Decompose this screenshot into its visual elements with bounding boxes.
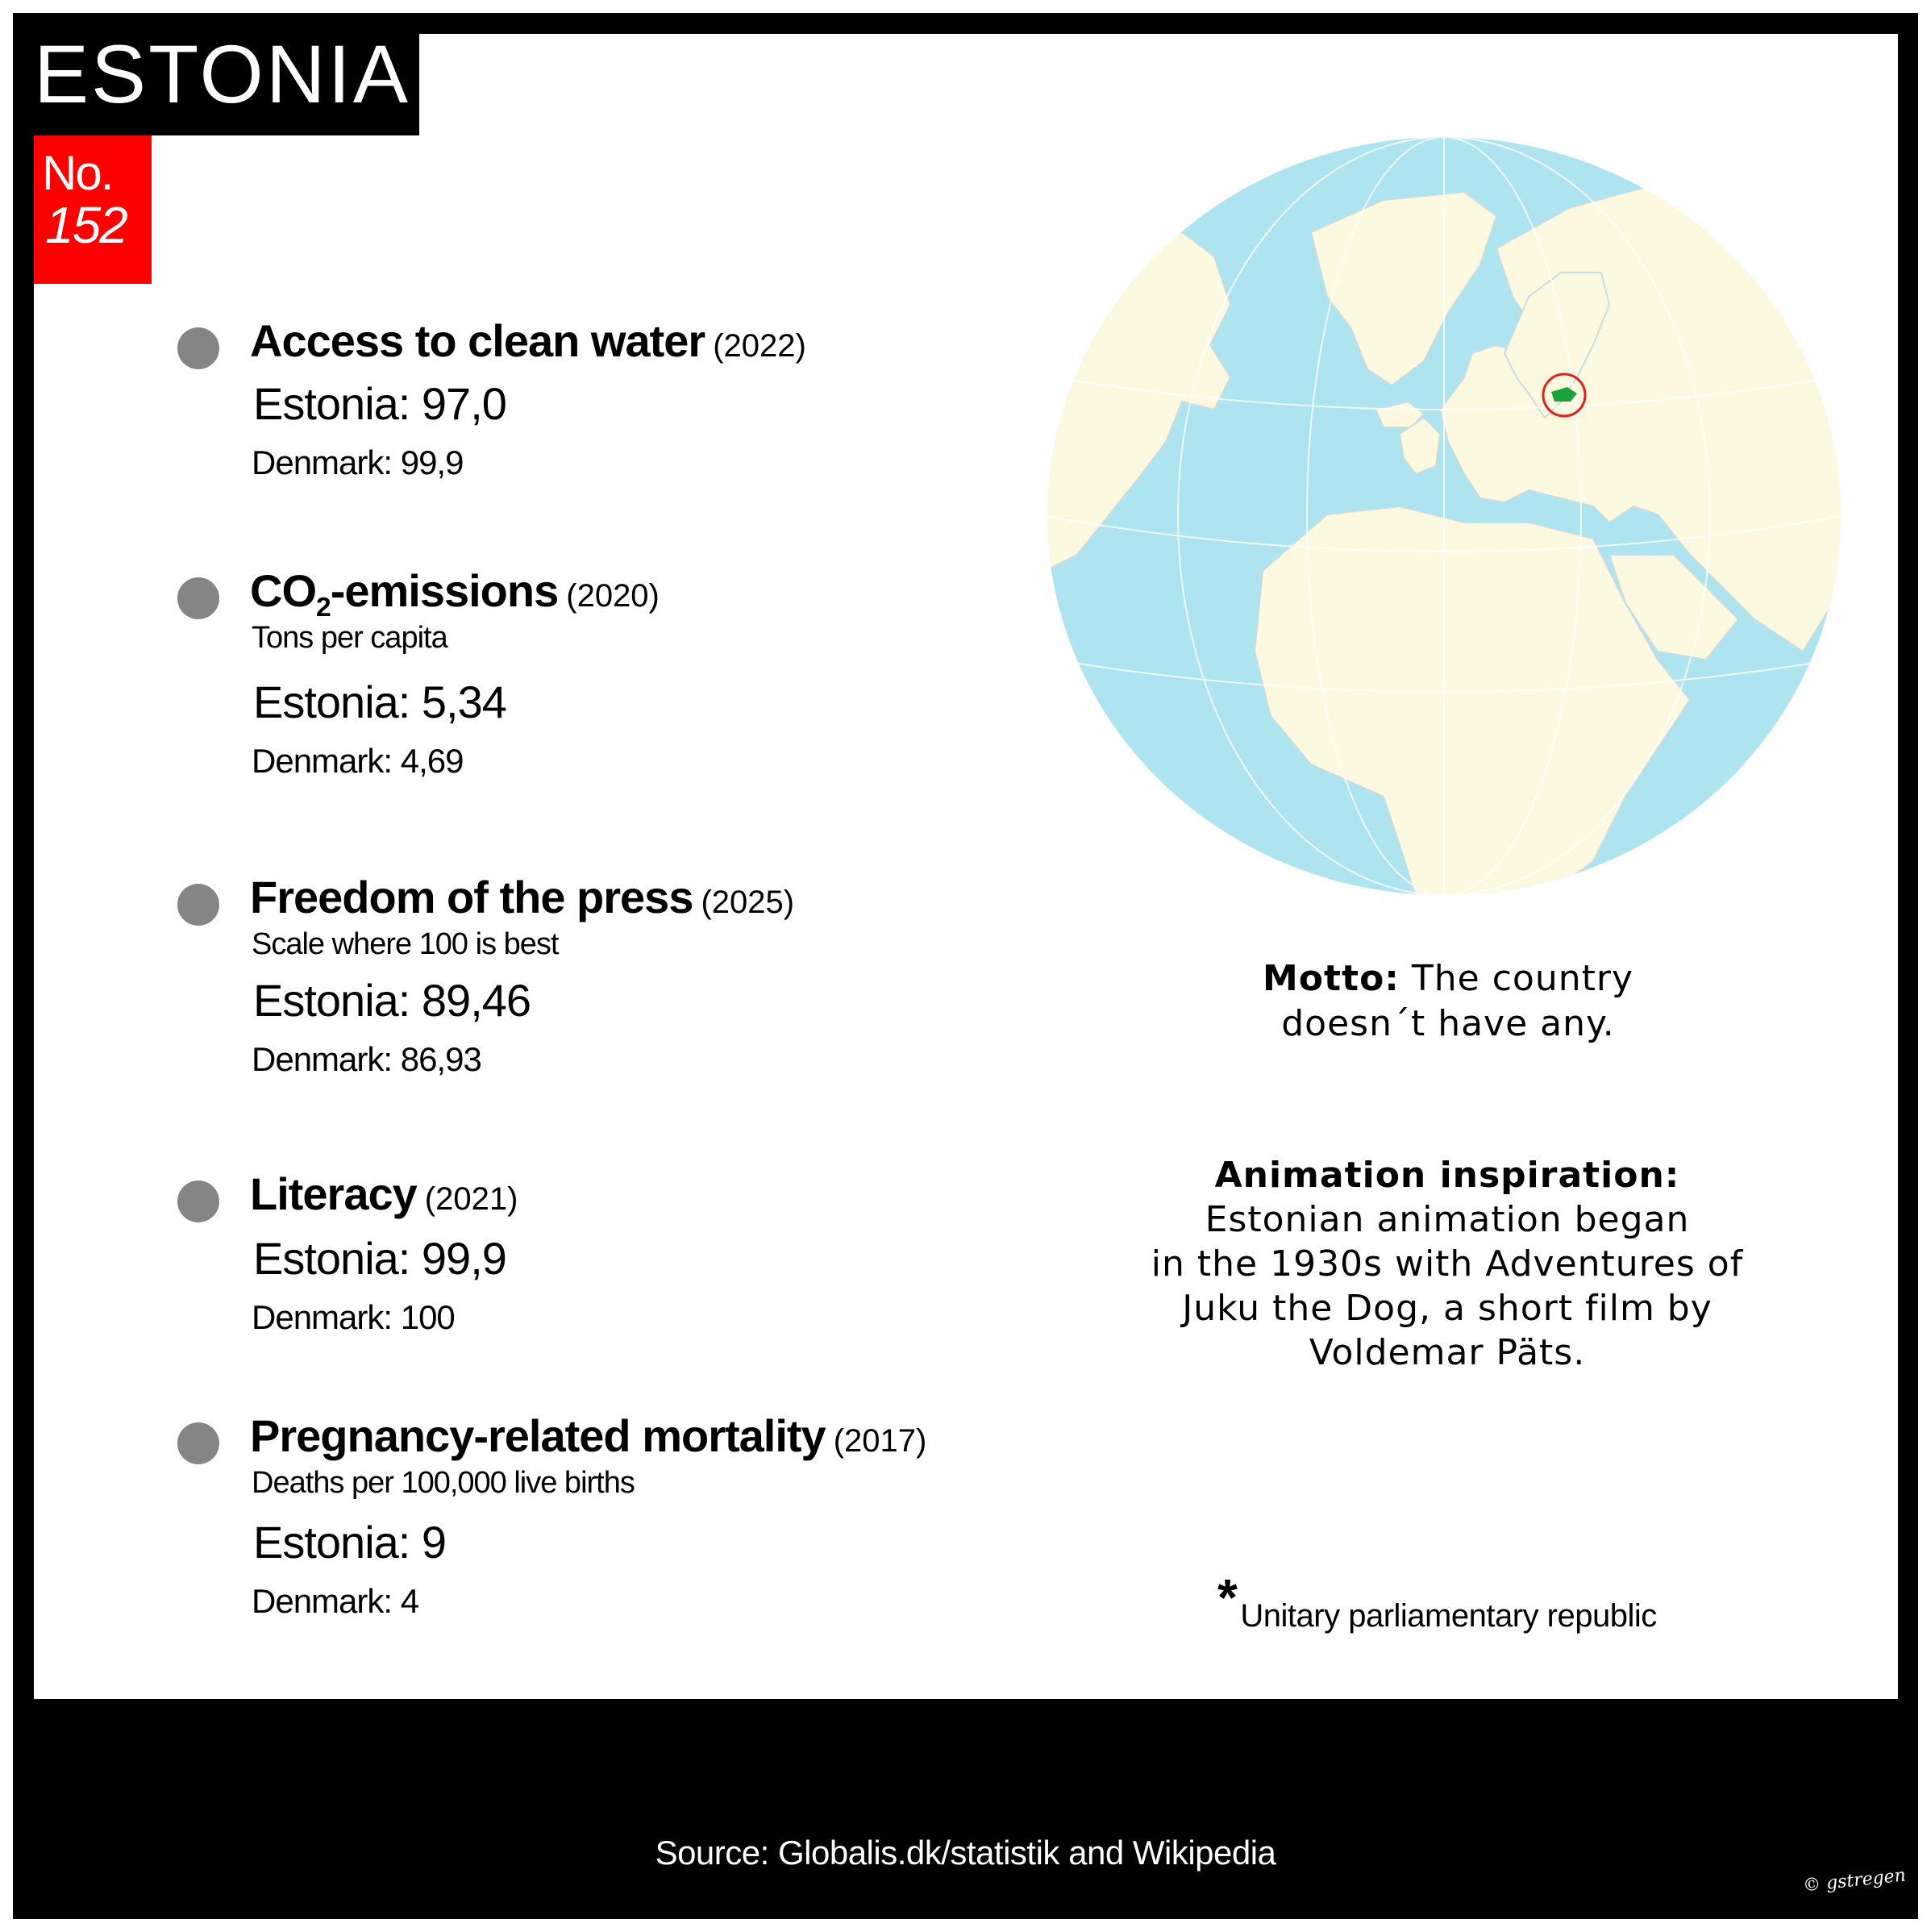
stat-estonia-value: Estonia: 97,0 [253,378,506,429]
animation-line: Juku the Dog, a short film by [1182,1288,1713,1329]
stat-title [250,314,806,367]
stat-estonia-value: Estonia: 99,9 [253,1233,506,1284]
animation-line: in the 1930s with Adventures of [1151,1243,1744,1285]
stat-denmark-value: Denmark: 100 [252,1298,455,1336]
stat-year: (2025) [701,885,795,920]
stat-year: (2017) [833,1423,927,1459]
stat-year: (2021) [424,1181,518,1217]
bullet-dot [177,884,219,926]
stat-estonia-value: Estonia: 5,34 [253,677,506,727]
stat-title-text: Freedom of the press [250,872,693,922]
stat-year: (2022) [713,328,806,364]
motto-block [1206,956,1690,1047]
number-value: 152 [45,196,127,254]
stat-title [250,871,794,923]
stat-title-text: Pregnancy-related mortality [250,1410,826,1461]
source-credit: Source: Globalis.dk/statistik and Wikipedia [655,1834,1276,1872]
stat-denmark-value: Denmark: 4,69 [252,742,464,780]
stat-denmark-value: Denmark: 86,93 [252,1040,481,1078]
bullet-dot [177,1422,219,1464]
stat-unit: Deaths per 100,000 live births [252,1466,635,1500]
stat-title-text: Access to clean water [250,315,705,366]
animation-title: Animation inspiration: [1214,1155,1680,1196]
stat-denmark-value: Denmark: 99,9 [252,443,464,481]
asterisk-mark: * [1217,1568,1238,1626]
number-badge [34,135,152,284]
stat-denmark-value: Denmark: 4 [252,1582,419,1620]
bullet-dot [177,1180,219,1222]
artist-signature: © gstregen [1802,1865,1907,1897]
world-globe-icon [1045,135,1843,897]
stat-title-text: Literacy [250,1168,417,1219]
motto-label: Motto: [1263,958,1400,999]
motto-text-line2: doesn´t have any. [1281,1003,1615,1044]
stat-estonia-value: Estonia: 89,46 [253,975,531,1026]
stat-unit: Tons per capita [252,621,447,655]
stat-estonia-value: Estonia: 9 [253,1517,447,1568]
stat-title [250,1409,926,1462]
animation-line: Estonian animation began [1205,1199,1690,1240]
government-type [1217,1568,1657,1634]
government-text: Unitary parliamentary republic [1240,1598,1657,1634]
stat-year: (2020) [566,578,660,614]
stat-title-subscript: 2 [316,592,331,622]
motto-text-line1: The country [1411,958,1633,999]
number-label: No. [42,146,113,200]
animation-inspiration-block [1113,1153,1782,1375]
stat-title [250,1168,518,1220]
stat-unit: Scale where 100 is best [252,927,559,961]
country-title: ESTONIA [13,13,419,135]
stat-title [250,564,660,622]
stat-title-tail: -emissions [330,565,559,616]
bullet-dot [177,577,219,619]
animation-line: Voldemar Päts. [1309,1332,1586,1373]
stat-title-text: CO [250,565,316,616]
bullet-dot [177,327,219,369]
